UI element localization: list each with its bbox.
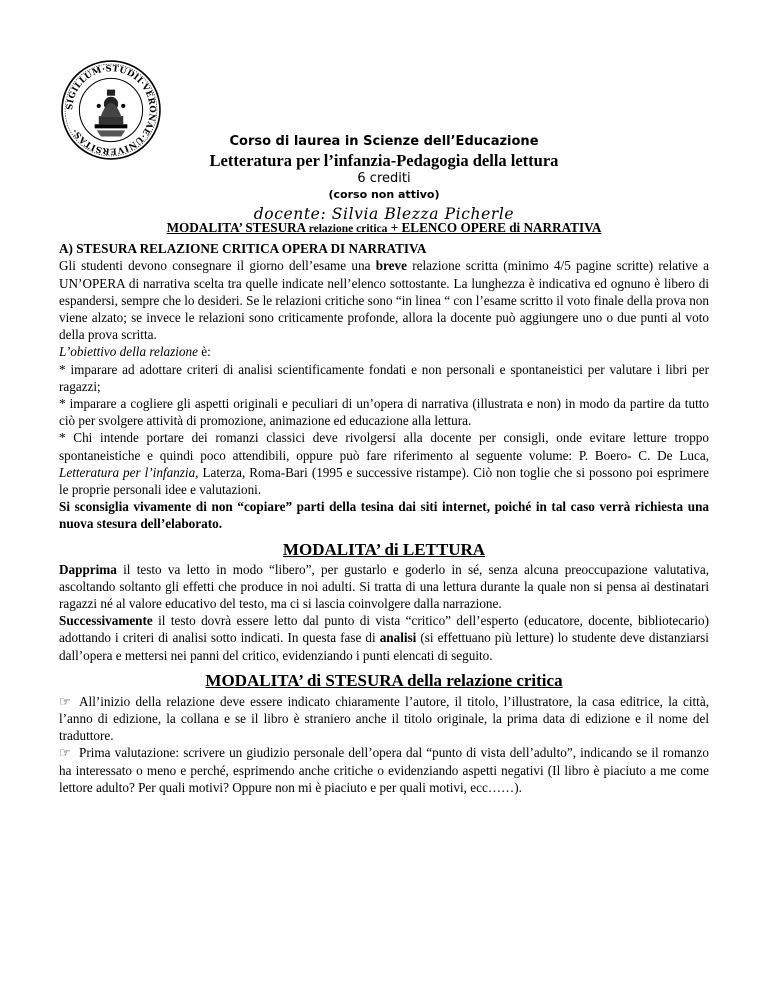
emphasis-text: Dapprima [59, 561, 117, 577]
emphasis-text: Successivamente [59, 613, 153, 629]
modalita-title-part1: MODALITA’ STESURA [166, 220, 309, 235]
text-span: , Laterza, Roma-Bari (1995 e successive ristampe). Ciò non toglie che si possono poi esprimere le proprie personali idee e valutazioni. [59, 464, 709, 498]
text-span: Prima valutazione: scrivere un giudizio personale dell’opera dal “punto di vista dell’adulto”, indicando se il romanzo ha interessato o meno e perché, esprimendo anche critiche o evidenziando aspetti negativi (Il libro è piaciuto a me come lettore adulto? Per quali motivi? Oppure non mi è piaciuto e per quali motivi, ecc……). [59, 745, 709, 795]
text-span: il testo va letto in modo “libero”, per gustarlo e goderlo in sé, senza alcuna preoccupazione valutativa, ascoltando soltanto gli effetti che produce in noi adulti. Si tratta di una lettura durante la quale non si pensa ai destinatari ragazzi né al valore educativo del testo, ma ci si lascia coinvolgere dalla narrazione. [59, 561, 709, 612]
objective-heading [59, 343, 709, 360]
text-span: il testo dovrà essere letto dal punto di vista “critico” dell’esperto (educatore, docente, bibliotecario) adottando i criteri di analisi sotto indicati. In questa fase di [59, 613, 709, 646]
text-span: (si effettuano più letture) lo studente deve distanziarsi dall’opera e mettersi nei panni del critico, evidenziando i punti elencati di seguito. [59, 630, 709, 663]
plagiarism-warning: Si sconsiglia vivamente di non “copiare” parti della tesina dai siti internet, poiché in tal caso verrà richiesta una nuova stesura dell’elaborato. [59, 499, 709, 532]
lettura-title: MODALITA’ di LETTURA [282, 539, 486, 559]
text-span: è: [197, 344, 211, 360]
emphasis-text: breve [375, 258, 407, 274]
text-span: Gli studenti devono consegnare il giorno dell’esame una [59, 258, 376, 274]
lettura-paragraph-2 [59, 612, 709, 664]
course-status: (corso non attivo) [328, 188, 440, 201]
objective-bullet: * imparare ad adottare criteri di analisi scientificamente fondati e non personali e spontaneistici per valutare i libri per ragazzi; [59, 361, 709, 394]
text-span: relazione scritta (minimo 4/5 pagine scritte) relative a UN’OPERA di narrativa scelta tra quelle indicate nell’elenco sottostante. La lunghezza è indicativa ed ognuno è libero di espandersi, sempre che lo desideri. Se le relazioni critiche sono “in linea “ con l’esame scritto il voto finale della prova non viene alzato; se invece le relazioni sono criticamente profonde, allora la docente può aggiungere uno o due punti al voto della prova scritta. [59, 258, 709, 343]
course-header [0, 133, 768, 225]
book-title: Letteratura per l’infanzia [59, 464, 196, 480]
modalita-title [59, 219, 709, 238]
credits: 6 crediti [357, 171, 411, 186]
degree-title: Corso di laurea in Scienze dell’Educazione [229, 134, 539, 149]
objective-bullet: * imparare a cogliere gli aspetti originali e peculiari di un’opera di narrativa (illustrata e non) in modo da partire da tutto ciò per svolgere attività di promozione, animazione ed educazione alla lettura. [59, 396, 709, 429]
modalita-title-part3: + ELENCO OPERE di NARRATIVA [387, 220, 602, 235]
pointing-hand-icon: ☞ [59, 745, 71, 761]
document-body [59, 219, 709, 796]
text-span: All’inizio della relazione deve essere indicato chiaramente l’autore, il titolo, l’illustratore, la casa editrice, la città, l’anno di edizione, la collana e se il libro è straniero anche il titolo originale, la prima data di edizione e il nome del traduttore. [59, 693, 709, 744]
objective-label: L’obiettivo della relazione [59, 344, 198, 360]
svg-text:SIGILLUM·STUDII·VERONAE·UNIVER: SIGILLUM·STUDII·VERONAE·UNIVERSITAS· [64, 63, 158, 157]
emphasis-text: analisi [379, 630, 417, 646]
section-a-paragraph [59, 257, 709, 343]
lettura-paragraph-1 [59, 561, 709, 613]
course-title: Letteratura per l’infanzia-Pedagogia della lettura [209, 151, 559, 170]
pointing-hand-icon: ☞ [59, 693, 71, 709]
section-a-title: A) STESURA RELAZIONE CRITICA OPERA DI NARRATIVA [59, 241, 427, 257]
modalita-title-part2: relazione critica [308, 223, 388, 235]
stesura-item-2 [59, 744, 709, 796]
classic-novels-bullet [59, 429, 709, 498]
text-span: * Chi intende portare dei romanzi classici deve rivolgersi alla docente per consigli, onde evitare letture troppo spontaneistiche e quindi poco attendibili, oppure può fare riferimento al seguente volume: P. Boero- C. De Luca, [59, 430, 709, 463]
teacher-name: docente: Silvia Blezza Picherle [253, 205, 515, 223]
stesura-title: MODALITA’ di STESURA della relazione critica [205, 670, 563, 690]
stesura-item-1 [59, 693, 709, 745]
